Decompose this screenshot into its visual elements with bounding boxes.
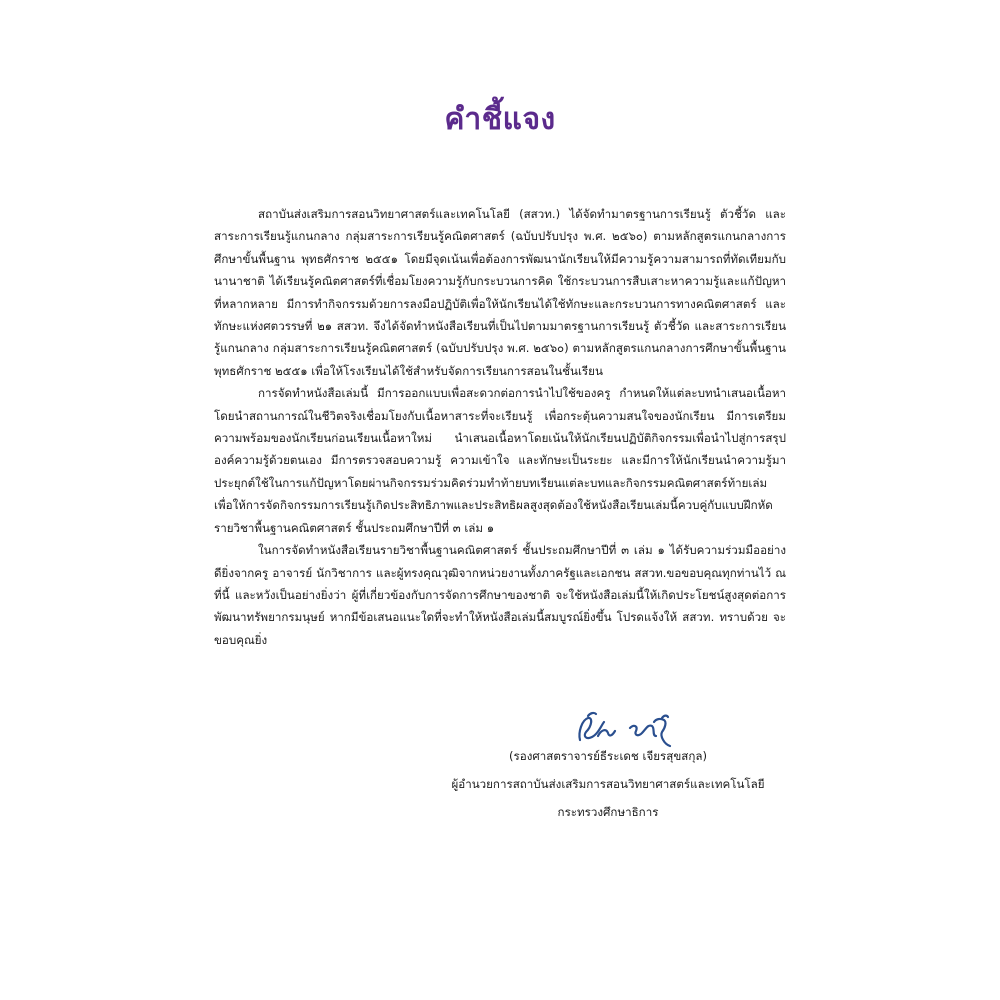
foreword-body bbox=[214, 203, 786, 651]
signer-block bbox=[430, 742, 786, 826]
signer-position: ผู้อำนวยการสถาบันส่งเสริมการสอนวิทยาศาสตร์และเทคโนโลยี bbox=[451, 777, 765, 791]
paragraph-acknowledgement: ในการจัดทำหนังสือเรียนรายวิชาพื้นฐานคณิตศาสตร์ ชั้นประถมศึกษาปีที่ ๓ เล่ม ๑ ได้รับความร่วมมืออย่างดียิ่งจากครู อาจารย์ นักวิชาการ และผู้ทรงคุณวุฒิจากหน่วยงานทั้งภาครัฐและเอกชน สสวท.ขอขอบคุณทุกท่านไว้ ณ ที่นี้ และหวังเป็นอย่างยิ่งว่า ผู้ที่เกี่ยวข้องกับการจัดการศึกษาของชาติ จะใช้หนังสือเล่มนี้ให้เกิดประโยชน์สูงสุดต่อการพัฒนาทรัพยากรมนุษย์ หากมีข้อเสนอแนะใดที่จะทำให้หนังสือเล่มนี้สมบูรณ์ยิ่งขึ้น โปรดแจ้งให้ สสวท. ทราบด้วย จะขอบคุณยิ่ง bbox=[214, 543, 786, 647]
signer-name: (รองศาสตราจารย์ธีระเดช เจียรสุขสกุล) bbox=[509, 749, 707, 763]
paragraph-intro: สถาบันส่งเสริมการสอนวิทยาศาสตร์และเทคโนโลยี (สสวท.) ได้จัดทำมาตรฐานการเรียนรู้ ตัวชี้วัด และสาระการเรียนรู้แกนกลาง กลุ่มสาระการเรียนรู้คณิตศาสตร์ (ฉบับปรับปรุง พ.ศ. ๒๕๖๐) ตามหลักสูตรแกนกลางการศึกษาขั้นพื้นฐาน พุทธศักราช ๒๕๕๑ โดยมีจุดเน้นเพื่อต้องการพัฒนานักเรียนให้มีความรู้ความสามารถที่ทัดเทียมกับนานาชาติ ได้เรียนรู้คณิตศาสตร์ที่เชื่อมโยงความรู้กับกระบวนการคิด ใช้กระบวนการสืบเสาะหาความรู้และแก้ปัญหาที่หลากหลาย มีการทำกิจกรรมด้วยการลงมือปฏิบัติเพื่อให้นักเรียนได้ใช้ทักษะและกระบวนการทางคณิตศาสตร์ และทักษะแห่งศตวรรษที่ ๒๑ สสวท. จึงได้จัดทำหนังสือเรียนที่เป็นไปตามมาตรฐานการเรียนรู้ ตัวชี้วัด และสาระการเรียนรู้แกนกลาง กลุ่มสาระการเรียนรู้คณิตศาสตร์ (ฉบับปรับปรุง พ.ศ. ๒๕๖๐) ตามหลักสูตรแกนกลางการศึกษาขั้นพื้นฐาน พุทธศักราช ๒๕๕๑ เพื่อให้โรงเรียนได้ใช้สำหรับจัดการเรียนการสอนในชั้นเรียน bbox=[214, 207, 786, 378]
page-title: คำชี้แจง bbox=[444, 102, 556, 137]
signer-ministry: กระทรวงศึกษาธิการ bbox=[557, 805, 659, 819]
paragraph-book-design: การจัดทำหนังสือเล่มนี้ มีการออกแบบเพื่อสะดวกต่อการนำไปใช้ของครู กำหนดให้แต่ละบทนำเสนอเนื้อหาโดยนำสถานการณ์ในชีวิตจริงเชื่อมโยงกับเนื้อหาสาระที่จะเรียนรู้ เพื่อกระตุ้นความสนใจของนักเรียน มีการเตรียมความพร้อมของนักเรียนก่อนเรียนเนื้อหาใหม่ นำเสนอเนื้อหาโดยเน้นให้นักเรียนปฏิบัติกิจกรรมเพื่อนำไปสู่การสรุปองค์ความรู้ด้วยตนเอง มีการตรวจสอบความรู้ ความเข้าใจ และทักษะเป็นระยะ และมีการให้นักเรียนนำความรู้มาประยุกต์ใช้ในการแก้ปัญหาโดยผ่านกิจกรรมร่วมคิดร่วมทำท้ายบทเรียนแต่ละบทและกิจกรรมคณิตศาสตร์ท้ายเล่ม เพื่อให้การจัดกิจกรรมการเรียนรู้เกิดประสิทธิภาพและประสิทธิผลสูงสุดต้องใช้หนังสือเรียนเล่มนี้ควบคู่กับแบบฝึกหัดรายวิชาพื้นฐานคณิตศาสตร์ ชั้นประถมศึกษาปีที่ ๓ เล่ม ๑ bbox=[214, 386, 786, 535]
